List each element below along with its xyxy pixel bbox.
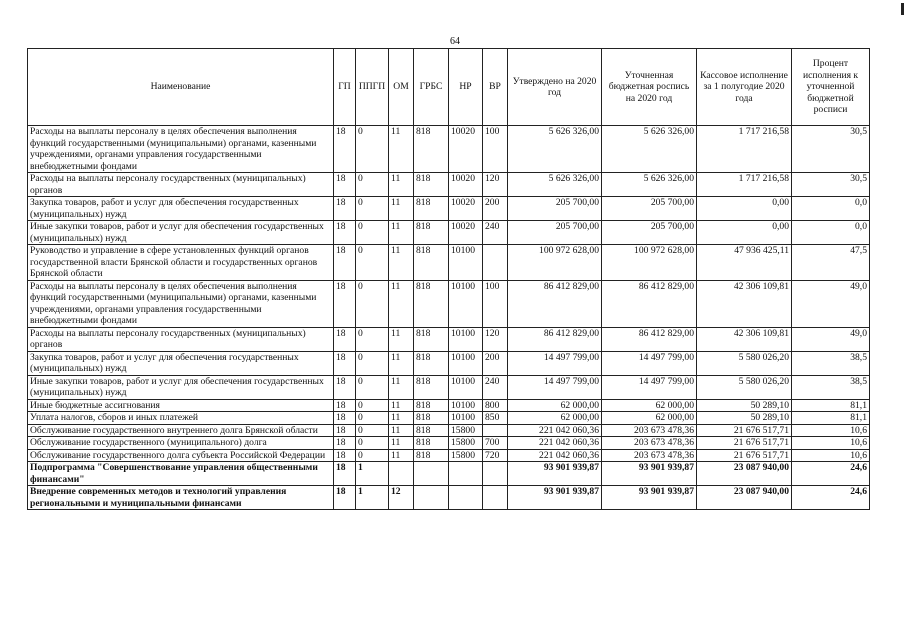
row-gp-cell: 18 [334, 197, 356, 221]
row-nr-cell: 10100 [449, 327, 483, 351]
table-header-row [28, 49, 870, 126]
table-row [28, 375, 870, 399]
row-percent-cell: 10,6 [792, 449, 870, 462]
row-nr-cell: 15800 [449, 437, 483, 450]
row-approved-cell: 93 901 939,87 [508, 462, 602, 486]
row-approved-cell: 14 497 799,00 [508, 351, 602, 375]
row-refined-cell: 205 700,00 [602, 221, 697, 245]
row-om-cell: 11 [389, 245, 414, 281]
row-name-cell: Иные закупки товаров, работ и услуг для обеспечения государственных (муниципальных) нужд [28, 375, 334, 399]
row-grbs-cell: 818 [414, 327, 449, 351]
row-name-cell: Уплата налогов, сборов и иных платежей [28, 412, 334, 425]
row-ppgp-cell: 0 [356, 375, 389, 399]
header-om: ОМ [389, 49, 414, 126]
row-gp-cell: 18 [334, 462, 356, 486]
table-row [28, 462, 870, 486]
row-cash-cell: 5 580 026,20 [697, 375, 792, 399]
table-row [28, 126, 870, 173]
row-grbs-cell: 818 [414, 424, 449, 437]
row-percent-cell: 24,6 [792, 462, 870, 486]
row-gp-cell: 18 [334, 351, 356, 375]
table-row [28, 437, 870, 450]
row-nr-cell: 15800 [449, 424, 483, 437]
scan-edge-mark [901, 3, 904, 15]
row-percent-cell: 24,6 [792, 486, 870, 510]
row-approved-cell: 221 042 060,36 [508, 437, 602, 450]
row-gp-cell: 18 [334, 486, 356, 510]
row-ppgp-cell: 0 [356, 424, 389, 437]
row-percent-cell: 0,0 [792, 221, 870, 245]
row-cash-cell: 1 717 216,58 [697, 173, 792, 197]
row-approved-cell: 62 000,00 [508, 412, 602, 425]
row-cash-cell: 21 676 517,71 [697, 437, 792, 450]
table-row [28, 327, 870, 351]
row-percent-cell: 47,5 [792, 245, 870, 281]
header-grbs: ГРБС [414, 49, 449, 126]
row-approved-cell: 14 497 799,00 [508, 375, 602, 399]
header-nr: НР [449, 49, 483, 126]
row-approved-cell: 86 412 829,00 [508, 280, 602, 327]
header-cash: Кассовое исполнение за 1 полугодие 2020 года [697, 49, 792, 126]
table-row [28, 245, 870, 281]
table-row [28, 280, 870, 327]
row-vr-cell: 240 [483, 375, 508, 399]
row-grbs-cell: 818 [414, 173, 449, 197]
row-name-cell: Расходы на выплаты персоналу в целях обеспечения выполнения функций государственными (муниципальными) органами, казенными учреждениями, органами управления государственными внебюджетными фондами [28, 126, 334, 173]
row-refined-cell: 93 901 939,87 [602, 486, 697, 510]
row-cash-cell: 21 676 517,71 [697, 424, 792, 437]
row-nr-cell [449, 486, 483, 510]
row-om-cell: 11 [389, 280, 414, 327]
row-om-cell: 11 [389, 424, 414, 437]
row-vr-cell: 700 [483, 437, 508, 450]
row-vr-cell: 240 [483, 221, 508, 245]
row-percent-cell: 10,6 [792, 424, 870, 437]
row-vr-cell: 120 [483, 173, 508, 197]
row-ppgp-cell: 0 [356, 327, 389, 351]
row-name-cell: Подпрограмма "Совершенствование управления общественными финансами" [28, 462, 334, 486]
row-percent-cell: 30,5 [792, 173, 870, 197]
row-grbs-cell: 818 [414, 197, 449, 221]
row-ppgp-cell: 0 [356, 245, 389, 281]
row-om-cell: 11 [389, 412, 414, 425]
row-vr-cell: 720 [483, 449, 508, 462]
row-refined-cell: 86 412 829,00 [602, 327, 697, 351]
row-nr-cell: 15800 [449, 449, 483, 462]
row-nr-cell: 10020 [449, 126, 483, 173]
row-vr-cell: 100 [483, 280, 508, 327]
budget-execution-table [27, 48, 870, 510]
row-vr-cell [483, 245, 508, 281]
row-vr-cell: 800 [483, 399, 508, 412]
row-approved-cell: 221 042 060,36 [508, 449, 602, 462]
table-row [28, 351, 870, 375]
row-ppgp-cell: 0 [356, 280, 389, 327]
row-gp-cell: 18 [334, 437, 356, 450]
row-ppgp-cell: 0 [356, 412, 389, 425]
row-vr-cell: 100 [483, 126, 508, 173]
row-name-cell: Закупка товаров, работ и услуг для обеспечения государственных (муниципальных) нужд [28, 351, 334, 375]
row-gp-cell: 18 [334, 221, 356, 245]
row-gp-cell: 18 [334, 375, 356, 399]
row-cash-cell: 0,00 [697, 221, 792, 245]
table-row [28, 173, 870, 197]
row-grbs-cell [414, 462, 449, 486]
row-cash-cell: 23 087 940,00 [697, 486, 792, 510]
row-gp-cell: 18 [334, 412, 356, 425]
row-percent-cell: 49,0 [792, 327, 870, 351]
row-ppgp-cell: 0 [356, 173, 389, 197]
row-ppgp-cell: 0 [356, 399, 389, 412]
row-gp-cell: 18 [334, 449, 356, 462]
row-refined-cell: 5 626 326,00 [602, 126, 697, 173]
row-approved-cell: 221 042 060,36 [508, 424, 602, 437]
row-ppgp-cell: 0 [356, 197, 389, 221]
row-approved-cell: 62 000,00 [508, 399, 602, 412]
row-gp-cell: 18 [334, 424, 356, 437]
row-cash-cell: 50 289,10 [697, 399, 792, 412]
row-name-cell: Внедрение современных методов и технологий управления региональными и муниципальными финансами [28, 486, 334, 510]
row-refined-cell: 14 497 799,00 [602, 351, 697, 375]
row-cash-cell: 42 306 109,81 [697, 280, 792, 327]
row-cash-cell: 23 087 940,00 [697, 462, 792, 486]
row-gp-cell: 18 [334, 245, 356, 281]
row-approved-cell: 5 626 326,00 [508, 126, 602, 173]
row-percent-cell: 81,1 [792, 412, 870, 425]
row-name-cell: Иные бюджетные ассигнования [28, 399, 334, 412]
row-om-cell: 11 [389, 375, 414, 399]
row-name-cell: Расходы на выплаты персоналу государственных (муниципальных) органов [28, 173, 334, 197]
row-nr-cell: 10100 [449, 412, 483, 425]
row-nr-cell: 10100 [449, 375, 483, 399]
row-nr-cell: 10020 [449, 221, 483, 245]
row-approved-cell: 100 972 628,00 [508, 245, 602, 281]
header-percent: Процент исполнения к уточненной бюджетной росписи [792, 49, 870, 126]
row-gp-cell: 18 [334, 126, 356, 173]
row-percent-cell: 0,0 [792, 197, 870, 221]
row-name-cell: Закупка товаров, работ и услуг для обеспечения государственных (муниципальных) нужд [28, 197, 334, 221]
row-cash-cell: 50 289,10 [697, 412, 792, 425]
row-vr-cell [483, 462, 508, 486]
header-name: Наименование [28, 49, 334, 126]
row-cash-cell: 0,00 [697, 197, 792, 221]
row-refined-cell: 14 497 799,00 [602, 375, 697, 399]
row-cash-cell: 42 306 109,81 [697, 327, 792, 351]
row-nr-cell: 10100 [449, 399, 483, 412]
row-name-cell: Обслуживание государственного внутреннего долга Брянской области [28, 424, 334, 437]
row-ppgp-cell: 0 [356, 437, 389, 450]
row-om-cell: 11 [389, 197, 414, 221]
header-approved: Утверждено на 2020 год [508, 49, 602, 126]
row-grbs-cell: 818 [414, 437, 449, 450]
row-name-cell: Расходы на выплаты персоналу государственных (муниципальных) органов [28, 327, 334, 351]
row-om-cell: 11 [389, 126, 414, 173]
row-vr-cell [483, 486, 508, 510]
table-row [28, 399, 870, 412]
row-cash-cell: 1 717 216,58 [697, 126, 792, 173]
row-ppgp-cell: 0 [356, 449, 389, 462]
row-approved-cell: 86 412 829,00 [508, 327, 602, 351]
row-percent-cell: 30,5 [792, 126, 870, 173]
row-om-cell: 11 [389, 449, 414, 462]
row-percent-cell: 49,0 [792, 280, 870, 327]
row-nr-cell: 10020 [449, 173, 483, 197]
row-approved-cell: 5 626 326,00 [508, 173, 602, 197]
row-name-cell: Расходы на выплаты персоналу в целях обеспечения выполнения функций государственными (муниципальными) органами, казенными учреждениями, органами управления государственными внебюджетными фондами [28, 280, 334, 327]
row-name-cell: Руководство и управление в сфере установленных функций органов государственной власти Брянской области и государственных органов Брянской области [28, 245, 334, 281]
row-nr-cell: 10100 [449, 351, 483, 375]
row-om-cell: 11 [389, 351, 414, 375]
row-refined-cell: 203 673 478,36 [602, 424, 697, 437]
row-om-cell: 11 [389, 221, 414, 245]
table-row [28, 486, 870, 510]
row-ppgp-cell: 0 [356, 126, 389, 173]
header-refined: Уточненная бюджетная роспись на 2020 год [602, 49, 697, 126]
row-approved-cell: 205 700,00 [508, 197, 602, 221]
row-nr-cell: 10100 [449, 245, 483, 281]
row-nr-cell: 10020 [449, 197, 483, 221]
page-number: 64 [450, 36, 460, 47]
row-refined-cell: 62 000,00 [602, 399, 697, 412]
row-vr-cell [483, 424, 508, 437]
row-grbs-cell: 818 [414, 280, 449, 327]
row-grbs-cell: 818 [414, 399, 449, 412]
row-vr-cell: 120 [483, 327, 508, 351]
row-approved-cell: 93 901 939,87 [508, 486, 602, 510]
header-ppgp: ППГП [356, 49, 389, 126]
row-ppgp-cell: 1 [356, 486, 389, 510]
row-nr-cell [449, 462, 483, 486]
row-refined-cell: 86 412 829,00 [602, 280, 697, 327]
row-grbs-cell: 818 [414, 126, 449, 173]
row-cash-cell: 5 580 026,20 [697, 351, 792, 375]
row-grbs-cell: 818 [414, 351, 449, 375]
row-grbs-cell: 818 [414, 412, 449, 425]
row-percent-cell: 38,5 [792, 375, 870, 399]
row-percent-cell: 81,1 [792, 399, 870, 412]
row-vr-cell: 200 [483, 351, 508, 375]
row-grbs-cell: 818 [414, 245, 449, 281]
row-grbs-cell: 818 [414, 449, 449, 462]
table-row [28, 412, 870, 425]
row-om-cell: 11 [389, 437, 414, 450]
row-grbs-cell [414, 486, 449, 510]
row-percent-cell: 38,5 [792, 351, 870, 375]
row-name-cell: Обслуживание государственного (муниципального) долга [28, 437, 334, 450]
row-gp-cell: 18 [334, 173, 356, 197]
row-approved-cell: 205 700,00 [508, 221, 602, 245]
row-ppgp-cell: 0 [356, 351, 389, 375]
row-refined-cell: 100 972 628,00 [602, 245, 697, 281]
row-refined-cell: 62 000,00 [602, 412, 697, 425]
row-om-cell: 11 [389, 399, 414, 412]
row-refined-cell: 203 673 478,36 [602, 437, 697, 450]
row-refined-cell: 203 673 478,36 [602, 449, 697, 462]
row-ppgp-cell: 0 [356, 221, 389, 245]
row-refined-cell: 5 626 326,00 [602, 173, 697, 197]
row-om-cell: 11 [389, 173, 414, 197]
row-cash-cell: 47 936 425,11 [697, 245, 792, 281]
table-row [28, 424, 870, 437]
row-om-cell: 11 [389, 327, 414, 351]
row-refined-cell: 205 700,00 [602, 197, 697, 221]
table-row [28, 221, 870, 245]
row-percent-cell: 10,6 [792, 437, 870, 450]
row-vr-cell: 200 [483, 197, 508, 221]
row-gp-cell: 18 [334, 327, 356, 351]
header-gp: ГП [334, 49, 356, 126]
row-om-cell [389, 462, 414, 486]
row-grbs-cell: 818 [414, 375, 449, 399]
row-cash-cell: 21 676 517,71 [697, 449, 792, 462]
row-name-cell: Обслуживание государственного долга субъекта Российской Федерации [28, 449, 334, 462]
table-row [28, 449, 870, 462]
row-vr-cell: 850 [483, 412, 508, 425]
row-gp-cell: 18 [334, 280, 356, 327]
row-name-cell: Иные закупки товаров, работ и услуг для обеспечения государственных (муниципальных) нужд [28, 221, 334, 245]
table-row [28, 197, 870, 221]
row-om-cell: 12 [389, 486, 414, 510]
row-gp-cell: 18 [334, 399, 356, 412]
header-vr: ВР [483, 49, 508, 126]
row-nr-cell: 10100 [449, 280, 483, 327]
row-refined-cell: 93 901 939,87 [602, 462, 697, 486]
row-ppgp-cell: 1 [356, 462, 389, 486]
row-grbs-cell: 818 [414, 221, 449, 245]
